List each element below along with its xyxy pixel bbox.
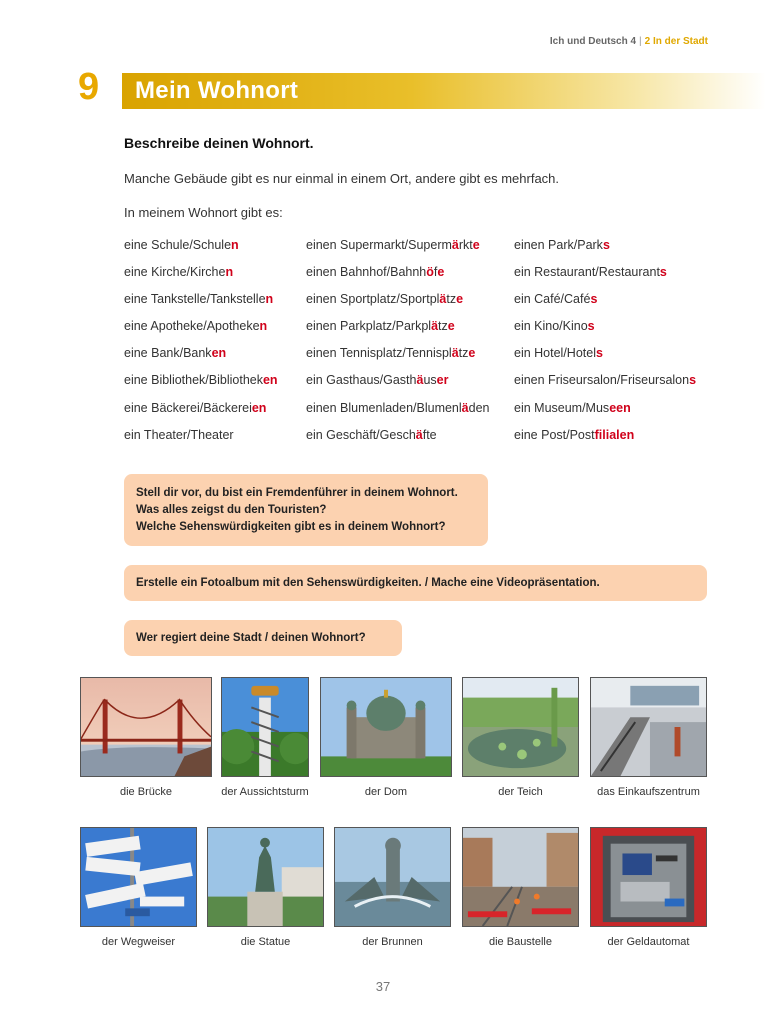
vocab-text: ein Theater/Theater <box>124 427 234 442</box>
photo-cathedral <box>320 677 452 777</box>
box-line: Welche Sehenswürdigkeiten gibt es in deinem Wohnort? <box>136 520 446 533</box>
box-line: Erstelle ein Fotoalbum mit den Sehenswürdigkeiten. / Mache eine Videopräsentation. <box>136 576 600 589</box>
plural-ending: s <box>659 265 667 280</box>
plural-ending: filialen <box>594 427 635 442</box>
vocab-item <box>124 427 278 454</box>
caption: das Einkaufszentrum <box>597 786 700 798</box>
vocab-text: ein Gasthaus/Gasth <box>306 373 417 388</box>
plural-ending: en <box>211 346 227 361</box>
header-separator: | <box>639 36 642 47</box>
vocab-text: ein Restaurant/Restaurant <box>514 265 660 280</box>
page-number: 37 <box>375 979 391 994</box>
caption: der Brunnen <box>362 936 423 948</box>
vocab-column-1 <box>124 237 278 454</box>
vocab-item <box>306 237 489 264</box>
plural-ending: s <box>596 346 603 361</box>
vocab-text: us <box>423 373 437 388</box>
box-line: Stell dir vor, du bist ein Fremdenführer in deinem Wohnort. <box>136 486 458 499</box>
plural-ending: e <box>468 346 476 361</box>
vocab-text: einen Friseursalon/Friseursalon <box>514 373 690 388</box>
vocab-column-3 <box>514 237 696 454</box>
vocab-text: einen Sportplatz/Sportpl <box>306 292 440 307</box>
plural-ending: een <box>609 400 631 415</box>
caption: der Teich <box>498 786 543 798</box>
plural-ending: s <box>602 238 610 252</box>
plural-ending: n <box>259 319 268 334</box>
vocab-text: einen Parkplatz/Parkpl <box>306 319 432 334</box>
vocab-text: fte <box>422 427 437 442</box>
photo-bridge <box>80 677 212 777</box>
plural-ending: n <box>225 265 234 280</box>
vocab-text: einen Supermarkt/Superm <box>306 238 452 252</box>
vocab-item <box>306 427 489 454</box>
vocab-item <box>124 400 278 427</box>
caption: die Baustelle <box>489 936 552 948</box>
plural-ending: e <box>447 319 455 334</box>
exercise-title: Mein Wohnort <box>135 77 299 104</box>
task-box-album <box>124 565 707 601</box>
vocab-item <box>306 264 489 291</box>
box-line: Wer regiert deine Stadt / deinen Wohnort? <box>136 631 366 644</box>
caption: der Wegweiser <box>101 936 176 948</box>
plural-ending: s <box>689 373 697 388</box>
vocab-text: einen Blumenladen/Blumenl <box>306 400 462 415</box>
vocab-text: eine Schule/Schule <box>124 238 232 252</box>
vocab-text: tz <box>458 346 469 361</box>
task-box-guide <box>124 474 488 546</box>
vocab-text: rkt <box>458 238 473 252</box>
photo-atm <box>590 827 707 927</box>
vocab-text: tz <box>438 319 448 334</box>
plural-ending: ä <box>431 319 439 334</box>
caption: der Aussichtsturm <box>221 786 309 798</box>
vocab-item <box>124 318 278 345</box>
vocab-text: ein Kino/Kino <box>514 319 588 334</box>
photo-signpost <box>80 827 197 927</box>
title-banner <box>122 73 766 109</box>
plural-ending: er <box>436 373 449 388</box>
vocab-text: tz <box>446 292 457 307</box>
photo-tower <box>221 677 309 777</box>
plural-ending: s <box>587 319 595 334</box>
vocab-item <box>514 400 696 427</box>
vocab-text: eine Bank/Bank <box>124 346 212 361</box>
book-title: Ich und Deutsch 4 <box>549 36 637 47</box>
vocab-text: ein Museum/Mus <box>514 400 610 415</box>
plural-ending: e <box>472 238 480 252</box>
vocab-item <box>124 237 278 264</box>
intro-text: Manche Gebäude gibt es nur einmal in einem Ort, andere gibt es mehrfach. <box>124 171 560 186</box>
vocab-text: eine Post/Post <box>514 427 595 442</box>
vocab-text: eine Bäckerei/Bäckerei <box>124 400 252 415</box>
caption: der Dom <box>364 786 408 798</box>
plural-ending: en <box>262 373 278 388</box>
plural-ending: ä <box>461 400 469 415</box>
vocab-item <box>124 264 278 291</box>
plural-ending: ä <box>415 427 423 442</box>
plural-ending: ö <box>426 265 434 280</box>
vocab-text: einen Tennisplatz/Tennispl <box>306 346 452 361</box>
intro-lead: In meinem Wohnort gibt es: <box>124 205 283 220</box>
photo-pond <box>462 677 579 777</box>
plural-ending: en <box>251 400 267 415</box>
vocab-item <box>306 318 489 345</box>
plural-ending: n <box>265 292 274 307</box>
vocab-item <box>124 345 278 372</box>
vocab-text: den <box>468 400 490 415</box>
task-title: Beschreibe deinen Wohnort. <box>124 135 314 151</box>
vocab-text: ein Hotel/Hotel <box>514 346 596 361</box>
vocab-text: eine Bibliothek/Bibliothek <box>124 373 263 388</box>
vocab-item <box>124 291 278 318</box>
vocab-item <box>306 372 489 399</box>
task-box-government <box>124 620 402 656</box>
plural-ending: ä <box>439 292 447 307</box>
plural-ending: n <box>231 238 239 252</box>
plural-ending: e <box>456 292 464 307</box>
vocab-item <box>514 291 696 318</box>
vocab-item <box>306 345 489 372</box>
vocab-item <box>514 427 696 454</box>
vocab-text: ein Geschäft/Gesch <box>306 427 416 442</box>
photo-construction <box>462 827 579 927</box>
vocab-text: einen Bahnhof/Bahnh <box>306 265 427 280</box>
vocab-text: eine Tankstelle/Tankstelle <box>124 292 266 307</box>
box-line: Was alles zeigst du den Touristen? <box>136 503 327 516</box>
plural-ending: ä <box>451 238 459 252</box>
plural-ending: ä <box>451 346 459 361</box>
running-header <box>550 36 708 47</box>
vocab-item <box>306 291 489 318</box>
vocab-item <box>514 372 696 399</box>
vocab-text: einen Park/Park <box>514 238 603 252</box>
vocab-column-2 <box>306 237 489 454</box>
vocab-item <box>514 237 696 264</box>
photo-fountain <box>334 827 451 927</box>
caption: die Statue <box>240 936 291 948</box>
photo-statue <box>207 827 324 927</box>
plural-ending: s <box>590 292 598 307</box>
plural-ending: ä <box>416 373 424 388</box>
vocab-item <box>514 264 696 291</box>
vocab-item <box>514 345 696 372</box>
exercise-number: 9 <box>78 66 100 108</box>
vocab-text: eine Kirche/Kirche <box>124 265 226 280</box>
plural-ending: e <box>437 265 445 280</box>
photo-mall <box>590 677 707 777</box>
caption: die Brücke <box>120 786 172 798</box>
vocab-text: eine Apotheke/Apotheke <box>124 319 260 334</box>
vocab-item <box>124 372 278 399</box>
chapter-title: 2 In der Stadt <box>644 36 708 47</box>
vocab-text: f <box>433 265 438 280</box>
caption: der Geldautomat <box>607 936 690 948</box>
vocab-item <box>306 400 489 427</box>
vocab-text: ein Café/Café <box>514 292 591 307</box>
vocab-item <box>514 318 696 345</box>
